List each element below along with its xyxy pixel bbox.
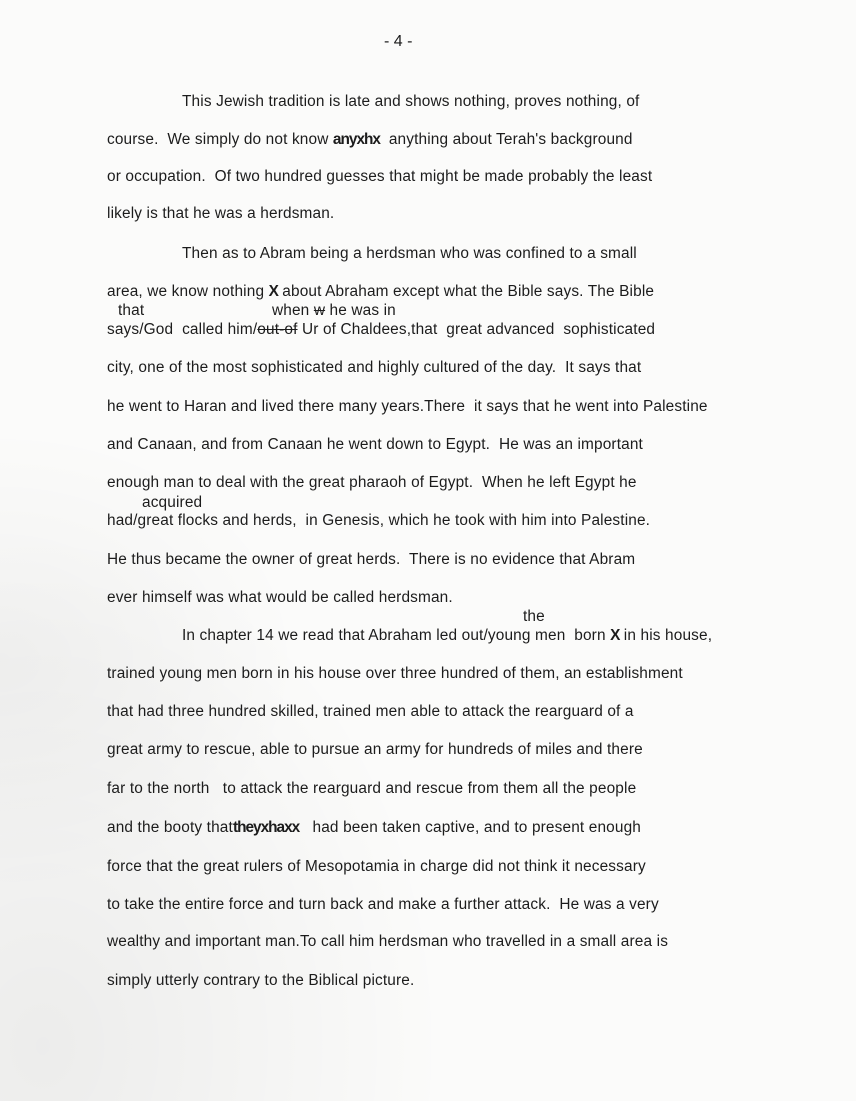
line-text: anything about Terah's background (379, 131, 633, 148)
line-text: he was in (325, 302, 396, 319)
line-text: far to the north to attack the rearguard and rescue from them all the people (107, 780, 637, 797)
line-text: or occupation. Of two hundred guesses that might be made probably the least (107, 168, 653, 185)
text-line (107, 665, 683, 683)
text-line (107, 321, 655, 339)
text-line (107, 512, 650, 530)
line-text: area, we know nothing (107, 283, 269, 300)
text-line (107, 896, 659, 914)
line-text: about Abraham except what the Bible says. The Bible (277, 283, 655, 300)
text-line (107, 131, 633, 149)
line-text: trained young men born in his house over three hundred of them, an establishment (107, 665, 683, 682)
text-line (107, 819, 641, 837)
text-line (107, 168, 652, 186)
text-line (272, 302, 396, 320)
text-line (107, 780, 636, 798)
line-text: he went to Haran and lived there many years.There it says that he went into Palestine (107, 398, 708, 415)
text-line (523, 608, 545, 626)
struck-text: anyxhx (332, 131, 380, 148)
line-text: likely is that he was a herdsman. (107, 205, 335, 222)
text-line (107, 436, 643, 454)
line-text: says/God called him/ (107, 321, 258, 338)
line-text: simply utterly contrary to the Biblical picture. (107, 972, 415, 989)
line-text: force that the great rulers of Mesopotamia in charge did not think it necessary (107, 858, 646, 875)
line-text: had/great flocks and herds, in Genesis, which he took with him into Palestine. (107, 512, 651, 529)
struck-text: X (268, 283, 278, 300)
line-text: the (523, 608, 545, 625)
line-text: in his house, (619, 627, 713, 644)
line-text: that (118, 302, 145, 319)
line-text: acquired (142, 494, 203, 511)
text-line (118, 302, 144, 320)
line-text: when (272, 302, 314, 319)
line-text: ever himself was what would be called herdsman. (107, 589, 453, 606)
line-text: enough man to deal with the great pharaoh of Egypt. When he left Egypt he (107, 474, 637, 491)
line-text: This Jewish tradition is late and shows nothing, proves nothing, of (182, 93, 640, 110)
line-text: had been taken captive, and to present enough (299, 819, 642, 836)
line-text: city, one of the most sophisticated and highly cultured of the day. It says that (107, 359, 642, 376)
line-text: He thus became the owner of great herds. There is no evidence that Abram (107, 551, 636, 568)
text-line (107, 551, 635, 569)
line-text: Then as to Abram being a herdsman who was confined to a small (182, 245, 637, 262)
text-line (107, 205, 334, 223)
line-text: and the booty that (107, 819, 233, 836)
text-line (107, 703, 634, 721)
text-line (182, 245, 637, 263)
page-number: - 4 - (384, 33, 413, 50)
line-text: wealthy and important man.To call him herdsman who travelled in a small area is (107, 933, 669, 950)
text-line (107, 283, 654, 301)
struck-text: X (610, 627, 620, 644)
text-line (107, 474, 637, 492)
text-line (107, 741, 643, 759)
struck-text: out-of (257, 321, 298, 338)
line-text: to take the entire force and turn back and make a further attack. He was a very (107, 896, 659, 913)
text-line (107, 398, 708, 416)
struck-text: theyxhaxx (232, 819, 300, 836)
line-text: and Canaan, and from Canaan he went down to Egypt. He was an important (107, 436, 643, 453)
line-text: Ur of Chaldees,that great advanced sophisticated (297, 321, 656, 338)
text-line (182, 93, 639, 111)
line-text: In chapter 14 we read that Abraham led out/young men born (182, 627, 611, 644)
line-text: course. We simply do not know (107, 131, 333, 148)
line-text: that had three hundred skilled, trained men able to attack the rearguard of a (107, 703, 634, 720)
text-line (107, 589, 453, 607)
struck-text: w (313, 302, 326, 319)
text-line (107, 858, 646, 876)
line-text: great army to rescue, able to pursue an army for hundreds of miles and there (107, 741, 643, 758)
text-line (107, 972, 414, 990)
text-line (107, 359, 641, 377)
text-line (182, 627, 712, 645)
text-line (142, 494, 202, 512)
text-line (107, 933, 668, 951)
